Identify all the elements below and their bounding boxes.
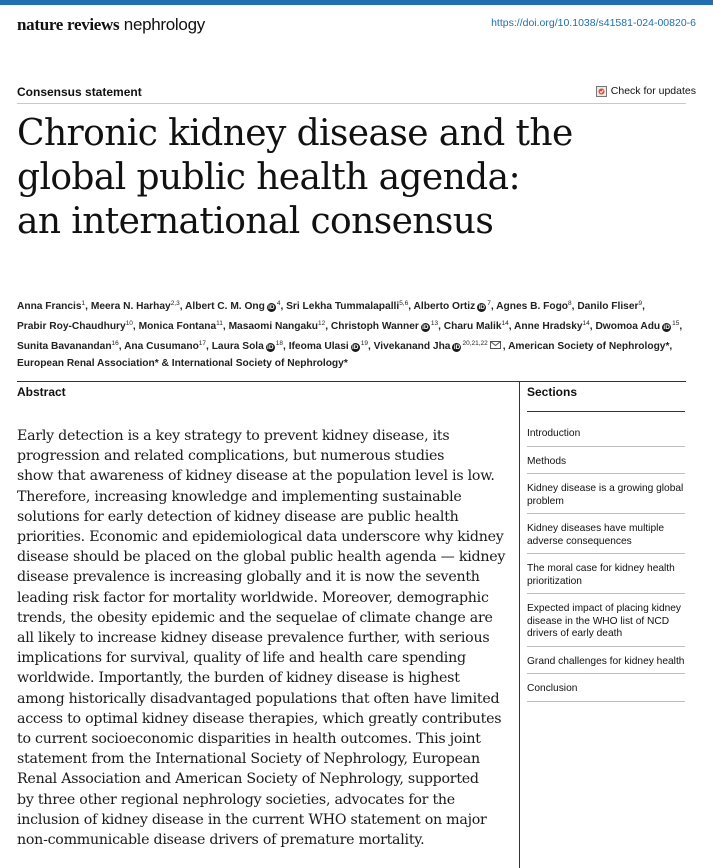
author-name: Monica Fontana [138, 321, 217, 332]
author[interactable] [17, 301, 85, 312]
author[interactable] [91, 301, 180, 312]
journal-logo[interactable] [17, 15, 205, 35]
abstract-line: solutions for early detection of kidney disease are public health [17, 508, 459, 525]
check-updates-button[interactable] [596, 85, 696, 97]
top-accent-bar [0, 0, 713, 5]
mail-icon[interactable] [490, 341, 501, 349]
abstract-line: leading risk factor for mortality worldwide. Moreover, demographic [17, 589, 489, 606]
author-name: International Society of Nephrology* [171, 358, 348, 369]
abstract-line: to current socioeconomic disparities in health outcomes. This joint [17, 731, 481, 748]
author-name: American Society of Nephrology* [508, 341, 670, 352]
abstract-line: disease prevalence is increasing globally and it is now the seventh [17, 569, 480, 586]
journal-name-bold: nature reviews [17, 15, 120, 34]
author-name: Anna Francis [17, 301, 82, 312]
author-affiliation: 14 [582, 320, 590, 327]
orcid-icon[interactable]: iD [267, 344, 274, 351]
section-link[interactable]: The moral case for kidney health prioritization [527, 561, 685, 594]
author[interactable] [17, 341, 119, 352]
abstract-line: inclusion of kidney disease in the current WHO statement on major [17, 811, 487, 828]
author[interactable] [17, 321, 133, 332]
sidebar-divider [519, 381, 520, 868]
author-affiliation: 12 [318, 320, 326, 327]
author-affiliation: 1 [81, 300, 86, 307]
abstract-line: trends, the obesity epidemic and the sequelae of climate change are [17, 609, 493, 626]
author-name: Prabir Roy-Chaudhury [17, 321, 126, 332]
author-name: Alberto Ortiz [413, 301, 476, 312]
article-type: Consensus statement [17, 85, 142, 99]
abstract-line: among historically disadvantaged populations that often have limited [17, 690, 500, 707]
author[interactable] [595, 321, 679, 332]
section-link[interactable]: Methods [527, 454, 685, 475]
author[interactable] [139, 321, 223, 332]
abstract-line: non-communicable disease drivers of premature mortality. [17, 832, 425, 849]
author[interactable] [289, 341, 368, 352]
author[interactable] [514, 321, 590, 332]
title-line: an international consensus [17, 201, 494, 242]
author[interactable] [374, 341, 503, 352]
doi-link[interactable]: https://doi.org/10.1038/s41581-024-00820-6 [491, 17, 696, 29]
abstract-line: worldwide. Importantly, the burden of kidney disease is highest [17, 670, 460, 687]
section-link[interactable]: Kidney diseases have multiple adverse consequences [527, 521, 685, 554]
author[interactable] [185, 301, 280, 312]
sections-heading: Sections [527, 385, 578, 399]
abstract-line: all likely to increase kidney disease prevalence further, with serious [17, 630, 490, 647]
author-name: Sunita Bavanandan [17, 341, 112, 352]
author-affiliation: 16 [111, 340, 119, 347]
title-line: global public health agenda: [17, 157, 521, 198]
orcid-icon[interactable]: iD [478, 304, 485, 311]
author-name: Sri Lekha Tummalapalli [286, 301, 400, 312]
abstract-divider [17, 381, 686, 382]
author[interactable] [496, 301, 572, 312]
author[interactable] [17, 358, 159, 369]
author-name: Agnes B. Fogo [496, 301, 569, 312]
orcid-icon[interactable]: iD [268, 304, 275, 311]
author-affiliation: 7 [487, 300, 491, 307]
author[interactable] [212, 341, 283, 352]
author[interactable] [286, 301, 408, 312]
author-affiliation: 18 [275, 340, 284, 347]
sections-heading-rule [527, 411, 685, 412]
section-link[interactable]: Kidney disease is a growing global problem [527, 481, 685, 514]
sections-nav [527, 385, 685, 709]
author-affiliation: 15 [672, 320, 680, 327]
author-name: Albert C. M. Ong [185, 301, 265, 312]
author-affiliation: 11 [216, 320, 223, 327]
abstract-line: disease should be placed on the global public health agenda — kidney [17, 549, 506, 566]
author-affiliation: 4 [276, 300, 281, 307]
header-divider [17, 103, 686, 104]
author[interactable] [508, 341, 669, 352]
author[interactable] [229, 321, 326, 332]
author-name: Charu Malik [443, 321, 502, 332]
author-name: Vivekanand Jha [373, 341, 451, 352]
orcid-icon[interactable]: iD [351, 344, 359, 351]
author-affiliation: 10 [125, 320, 133, 327]
author-affiliation: 19 [360, 340, 368, 347]
abstract-heading: Abstract [17, 385, 66, 399]
orcid-icon[interactable]: iD [422, 324, 429, 331]
author-affiliation: 13 [430, 320, 439, 327]
abstract-line: Therefore, increasing knowledge and implementing sustainable [17, 488, 462, 505]
author[interactable] [124, 341, 206, 352]
abstract-line: access to optimal kidney disease therapies, which greatly contributes [17, 710, 502, 727]
author[interactable] [577, 301, 642, 312]
author[interactable] [172, 358, 348, 369]
check-updates-label: Check for updates [610, 85, 696, 97]
section-link[interactable]: Conclusion [527, 681, 685, 702]
abstract-line: progression and related complications, but numerous studies [17, 448, 445, 465]
section-link[interactable]: Introduction [527, 426, 685, 447]
author-name: Dwomoa Adu [595, 321, 661, 332]
orcid-icon[interactable]: iD [453, 344, 461, 351]
author-name: Meera N. Harhay [90, 301, 171, 312]
abstract-line: priorities. Economic and epidemiological data underscore why kidney [17, 529, 504, 546]
author-name: Christoph Wanner [330, 321, 419, 332]
author[interactable] [444, 321, 509, 332]
abstract-line: implications for survival, quality of life and health care spending [17, 650, 466, 667]
article-title [17, 112, 677, 244]
section-link[interactable]: Expected impact of placing kidney disease in the WHO list of NCD drivers of early death [527, 601, 685, 647]
author-affiliation: 14 [501, 320, 509, 327]
title-line: Chronic kidney disease and the [17, 113, 573, 154]
author-affiliation: 8 [568, 300, 572, 307]
author-name: European Renal Association* [17, 358, 159, 369]
author-name: Danilo Fliser [577, 301, 639, 312]
abstract-line: Early detection is a key strategy to prevent kidney disease, its [17, 428, 450, 444]
author-list: Anna Francis$^1$, Meera N. Harhay$^{2,3}$, Albert C. M. Ong $iD^4$, Sri Lekha Tummalapalli$^{5,6}$, Alberto Ortiz $iD^7$, Agnes B. Fogo$^8$, Danilo Fliser$^9$, Prabir Roy-Chaudhury$^{10}$, Monica Fontana$^{11}$, Masaomi Nangaku$^{12}$, Christoph Wanner $iD^{13}$, Charu Malik$^{14}$, Anne Hradsky$^{14}$, Dwomoa Adu $iD^{15}$, Sunita Bavanandan$^{16}$, Ana Cusumano$^{17}$, Laura Sola $iD^{18}$, Ifeoma Ulasi $iD^{19}$, Vivekanand Jha iD$^{20,21,22}$ , American Society of Nephrology*, European Renal Association* & International Society of Nephrology* [17, 300, 683, 369]
author-affiliation: 5,6 [399, 300, 409, 307]
author-name: Laura Sola [211, 341, 264, 352]
author-name: Anne Hradsky [514, 321, 583, 332]
author-name: Ana Cusumano [124, 341, 199, 352]
orcid-icon[interactable]: iD [663, 324, 670, 331]
author-affiliation: 2,3 [170, 300, 180, 307]
abstract-line: statement from the International Society of Nephrology, European [17, 751, 480, 768]
abstract-text [17, 426, 514, 850]
author-affiliation: 17 [198, 340, 207, 347]
section-link[interactable]: Grand challenges for kidney health [527, 654, 685, 675]
abstract-line: show that awareness of kidney disease at the population level is low. [17, 468, 495, 485]
author-affiliation: 9 [638, 300, 643, 307]
author[interactable] [414, 301, 491, 312]
check-updates-icon [596, 86, 607, 97]
author-name: Ifeoma Ulasi [288, 341, 349, 352]
author-affiliation: 20,21,22 [462, 340, 488, 347]
author[interactable] [331, 321, 438, 332]
abstract-line: by three other regional nephrology societies, advocates for the [17, 791, 455, 808]
journal-name-light: nephrology [123, 15, 205, 34]
abstract-line: Renal Association and American Society of Nephrology, supported [17, 771, 479, 788]
author-name: Masaomi Nangaku [228, 321, 319, 332]
